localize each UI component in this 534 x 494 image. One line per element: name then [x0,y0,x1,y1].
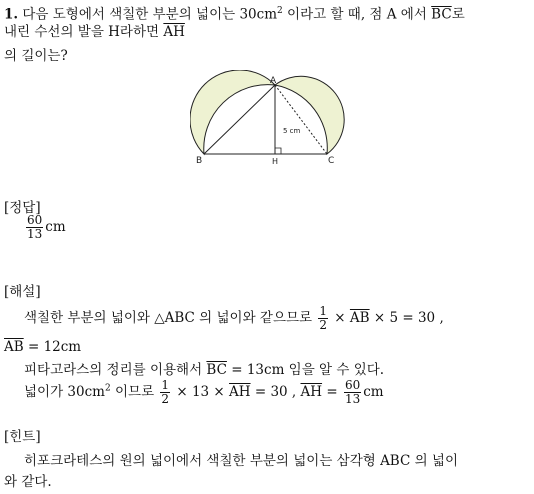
explanation-text-1c: × 5 = 30 , [369,310,444,326]
answer-unit: cm [45,219,66,235]
answer-fraction [26,214,43,241]
fraction-3-den: 13 [344,392,361,406]
explanation-text-4e: = [322,384,342,400]
right-angle-mark [275,148,281,154]
explanation-fraction-3 [344,379,361,406]
problem-line-1 [4,2,465,24]
segment-ah: $\overline{AH}$ [163,24,185,40]
problem-line-3 [4,47,68,65]
explanation-text-1a: 색칠한 부분의 넓이와 △ABC 의 넓이와 같으므로 [24,310,317,326]
superscript-2b: 2 [104,383,111,394]
problem-line-2 [4,23,185,41]
problem-text-1c: 로 [451,6,465,23]
fraction-3-num: 60 [344,378,361,392]
hint-line-2: 와 같다. [4,474,52,490]
answer-header: [정답] [4,200,41,216]
explanation-text-3b: = 13cm 임을 알 수 있다. [226,362,385,378]
geometry-figure [190,70,350,170]
hint-line-1: 히포크라테스의 원의 넓이에서 색칠한 부분의 넓이는 삼각형 ABC 의 넓이 [24,453,459,469]
problem-text-1a: 다음 도형에서 색칠한 부분의 넓이는 30cm [22,6,278,23]
explanation-text-4f: cm [363,384,384,400]
fraction-1-den: 2 [319,318,328,332]
segment-bc: $\overline{BC}$ [431,6,452,23]
hint-header: [힌트] [4,429,41,445]
explanation-line-4 [24,379,384,406]
segment-bc-2: $\overline{BC}$ [206,362,227,378]
explanation-text-2: = 12cm [23,339,82,355]
superscript-2: 2 [277,6,283,16]
label-h: H [272,157,279,166]
label-length: 5 cm [283,127,301,135]
answer-denominator: 13 [27,227,43,241]
explanation-text-1b: × [330,310,350,326]
fraction-1-num: 1 [319,304,328,318]
explanation-header: [해설] [4,284,41,300]
explanation-text-4c: × 13 × [172,384,230,400]
label-b: B [196,156,203,166]
explanation-text-4b: 이므로 [110,384,159,400]
shaded-lune-right [275,76,344,154]
segment-ah-2: $\overline{AH}$ [229,384,251,400]
explanation-text-3a: 피타고라스의 정리를 이용해서 [24,362,207,378]
explanation-text-4a: 넓이가 30cm [24,384,105,400]
fraction-2-den: 2 [161,392,170,406]
label-a: A [270,76,277,86]
segment-ah-3: $\overline{AH}$ [300,384,323,400]
problem-number: 1. [4,6,19,23]
shaded-lune-left [190,70,275,154]
problem-text-1b: 이라고 할 때, 점 A 에서 [282,6,432,23]
fraction-2-num: 1 [161,378,170,392]
answer-numerator: 60 [27,213,43,227]
problem-text-2a: 내린 수선의 발을 H라하면 [4,24,164,40]
explanation-text-4d: = 30 , [250,384,301,400]
explanation-line-3 [24,361,384,379]
explanation-line-2 [4,338,81,356]
explanation-line-1 [24,305,444,332]
segment-ab: $\overline{AB}$ [349,310,370,326]
segment-ab-2: $\overline{AB}$ [4,339,24,355]
explanation-fraction-1 [318,305,328,332]
problem-text-3: 의 길이는? [4,48,68,64]
answer-value [24,214,66,241]
label-c: C [328,156,335,166]
explanation-fraction-2 [160,379,170,406]
